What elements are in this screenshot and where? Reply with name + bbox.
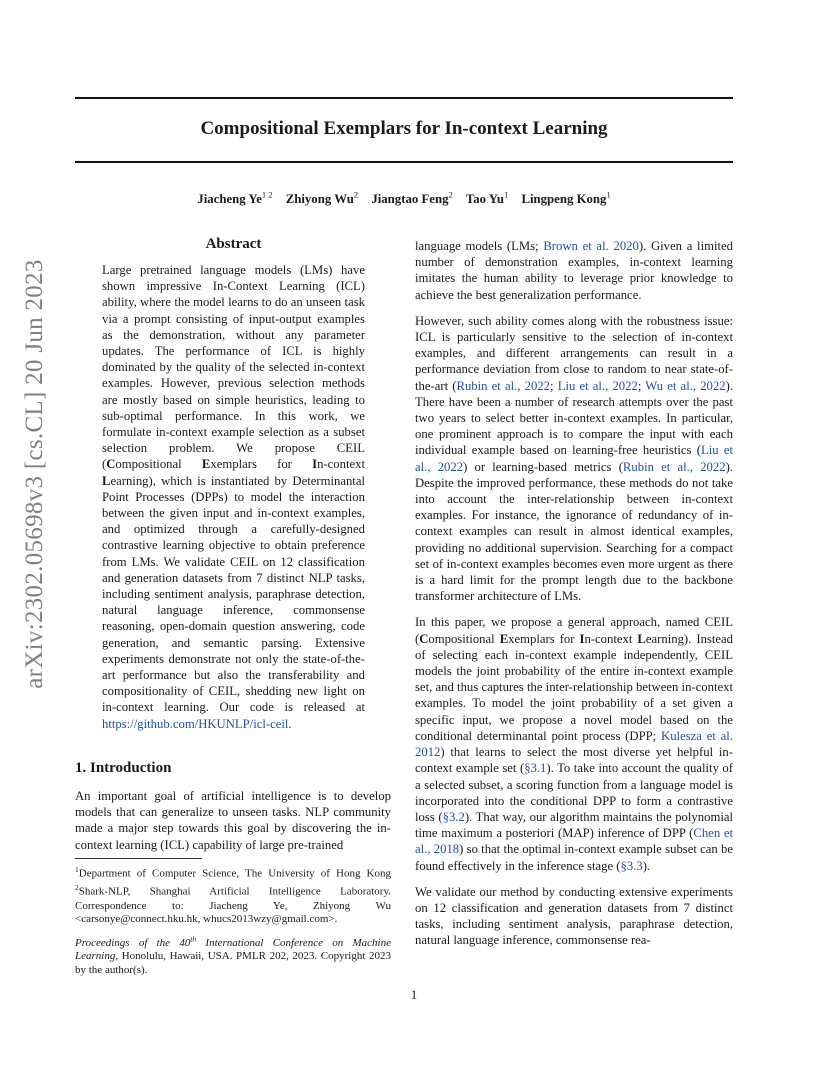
author: Lingpeng Kong$^1$ <box>521 190 611 207</box>
intro-paragraph: language models (LMs; Brown et al. 2020). Given a limited number of demonstration examples, in-context learning imitates the human ability to leverage prior knowledge to achieve the best generalization performance. <box>415 239 733 302</box>
abstract-body <box>102 262 365 742</box>
paper-title: Compositional Exemplars for In-context Learning <box>200 118 608 139</box>
author-list <box>75 190 733 207</box>
citation-link[interactable]: Kulesza et al. 2012 <box>415 728 733 760</box>
citation-link[interactable]: Liu et al., 2022 <box>557 378 638 393</box>
section-link[interactable]: §3.2 <box>442 809 465 824</box>
citation-link[interactable]: Rubin et al., 2022 <box>622 459 726 474</box>
intro-paragraph: In this paper, we propose a general approach, named CEIL (Compositional Exemplars for In-context Learning). Instead of selecting each in-context example independently, CEIL models the joint probability of the entire in-context example set, and thus captures the inter-relationship between in-context examples. To model the joint probability of a set given a specific input, we propose a novel model based on the conditional determinantal point process (DPP; Kulesza et al. 2012) that learns to select the most diverse yet helpful in-context example set (§3.1). To take into account the quality of a selected subset, a scoring function from a language model is incorporated into the conditional DPP to form a contrastive loss (§3.2). That way, our algorithm maintains the polynomial time maximum a posteriori (MAP) inference of DPP (Chen et al., 2018) so that the optimal in-context example subset can be found effectively in the inference stage (§3.3). <box>415 615 733 873</box>
citation-link[interactable]: Chen et al., 2018 <box>415 826 733 857</box>
author: Jiacheng $Ye^{1 2}$ <box>197 190 273 207</box>
citation-link[interactable]: Liu et al., 2022 <box>415 443 733 474</box>
section-link[interactable]: §3.1 <box>524 761 547 776</box>
citation-link[interactable]: Brown et al. 2020 <box>543 239 639 253</box>
author: Jiangtao Feng$^2$ <box>371 190 453 207</box>
abstract-paragraph: Large pretrained language models (LMs) have shown impressive In-Context Learning (ICL) ability, where the model learns to do an unseen task via a prompt consisting of input-output examples as the demonstration, without any parameter updates. The performance of ICL is highly dominated by the quality of the selected in-context examples. However, previous selection methods are mostly based on simple heuristics, leading to sub-optimal performance. In this work, we formulate in-context example selection as a subset selection problem. We propose CEIL (Compositional Exemplars for In-context Learning), which is instantiated by Determinantal Point Processes (DPPs) to model the interaction between the given input and in-context examples, and optimized through a carefully-designed contrastive learning objective to obtain preference from LMs. We validate CEIL on 12 classification and generation datasets from 7 distinct NLP tasks, including sentiment analysis, paraphrase detection, natural language inference, commonsense reasoning, open-domain question answering, code generation, and semantic parsing. Extensive experiments demonstrate not only the state-of-the-art performance but also the transferability and compositionality of CEIL, shedding new light on in-context learning. Our code is released at https://github.com/HKUNLP/icl-ceil. <box>102 263 365 731</box>
abstract-heading: Abstract <box>205 236 262 252</box>
title-rule-bottom <box>75 161 733 163</box>
footnote-rule <box>75 858 202 859</box>
right-column-body <box>415 238 733 959</box>
arxiv-stamp-text: arXiv:2302.05698v3 [cs.CL] 20 Jun 2023 <box>21 259 48 689</box>
section-link[interactable]: §3.3 <box>620 858 643 873</box>
intro-body-left <box>75 788 391 863</box>
code-link[interactable]: https://github.com/HKUNLP/icl-ceil <box>102 716 289 731</box>
intro-paragraph: An important goal of artificial intelligence is to develop models that can generalize to unseen tasks. NLP community made a major step towards this goal by discovering the in-context learning (ICL) capability of large pre-trained <box>75 789 391 852</box>
title-rule-top <box>75 97 733 99</box>
affiliation-footnote: $^1$Department of Computer Science, The University of Hong Kong $^2$Shark-NLP, Shanghai Artificial Intelligence Laboratory. Correspondence to: Jiacheng Ye, Zhiyong Wu <carsonye@connect.hku.hk, whucs2013wzy@gmail.com>. <box>75 865 391 926</box>
page-number: 1 <box>410 988 418 1002</box>
author: Zhiyong Wu$^2$ <box>285 190 359 207</box>
section-heading-introduction: 1. Introduction <box>75 760 172 776</box>
intro-paragraph: However, such ability comes along with the robustness issue: ICL is particularly sensitive to the selection of in-context examples, and different arrangements can result in a performance deviation from close to random to near state-of-the-art (Rubin et al., 2022; Liu et al., 2022; Wu et al., 2022). There have been a number of research attempts over the past two years to select better in-context examples. In particular, one prominent approach is to compare the input with each individual example based on learning-free heuristics (Liu et al., 2022) or learning-based metrics (Rubin et al., 2022). Despite the improved performance, these methods do not take into account the inter-relationship between in-context examples. For instance, the ignorance of redundancy of in-context examples can result in almost identical examples, providing no additional supervision. Searching for a compact set of in-context examples becomes even more urgent as there is a hard limit for the prompt length due to the backbone transformer architecture of LMs. <box>415 313 733 604</box>
proceedings-note: Proceedings of the 40th International Conference on Machine Learning, Honolulu, Hawaii, USA. PMLR 202, 2023. Copyright 2023 by the author(s). <box>75 934 391 976</box>
citation-link[interactable]: Wu et al., 2022 <box>645 378 726 393</box>
author: Tao Yu$^1$ <box>465 190 509 207</box>
citation-link[interactable]: Rubin et al., 2022 <box>456 378 551 393</box>
intro-paragraph: We validate our method by conducting extensive experiments on 12 classification and generation datasets from 7 distinct tasks, including sentiment analysis, paraphrase detection, natural language inference, commonsense rea- <box>415 884 733 948</box>
